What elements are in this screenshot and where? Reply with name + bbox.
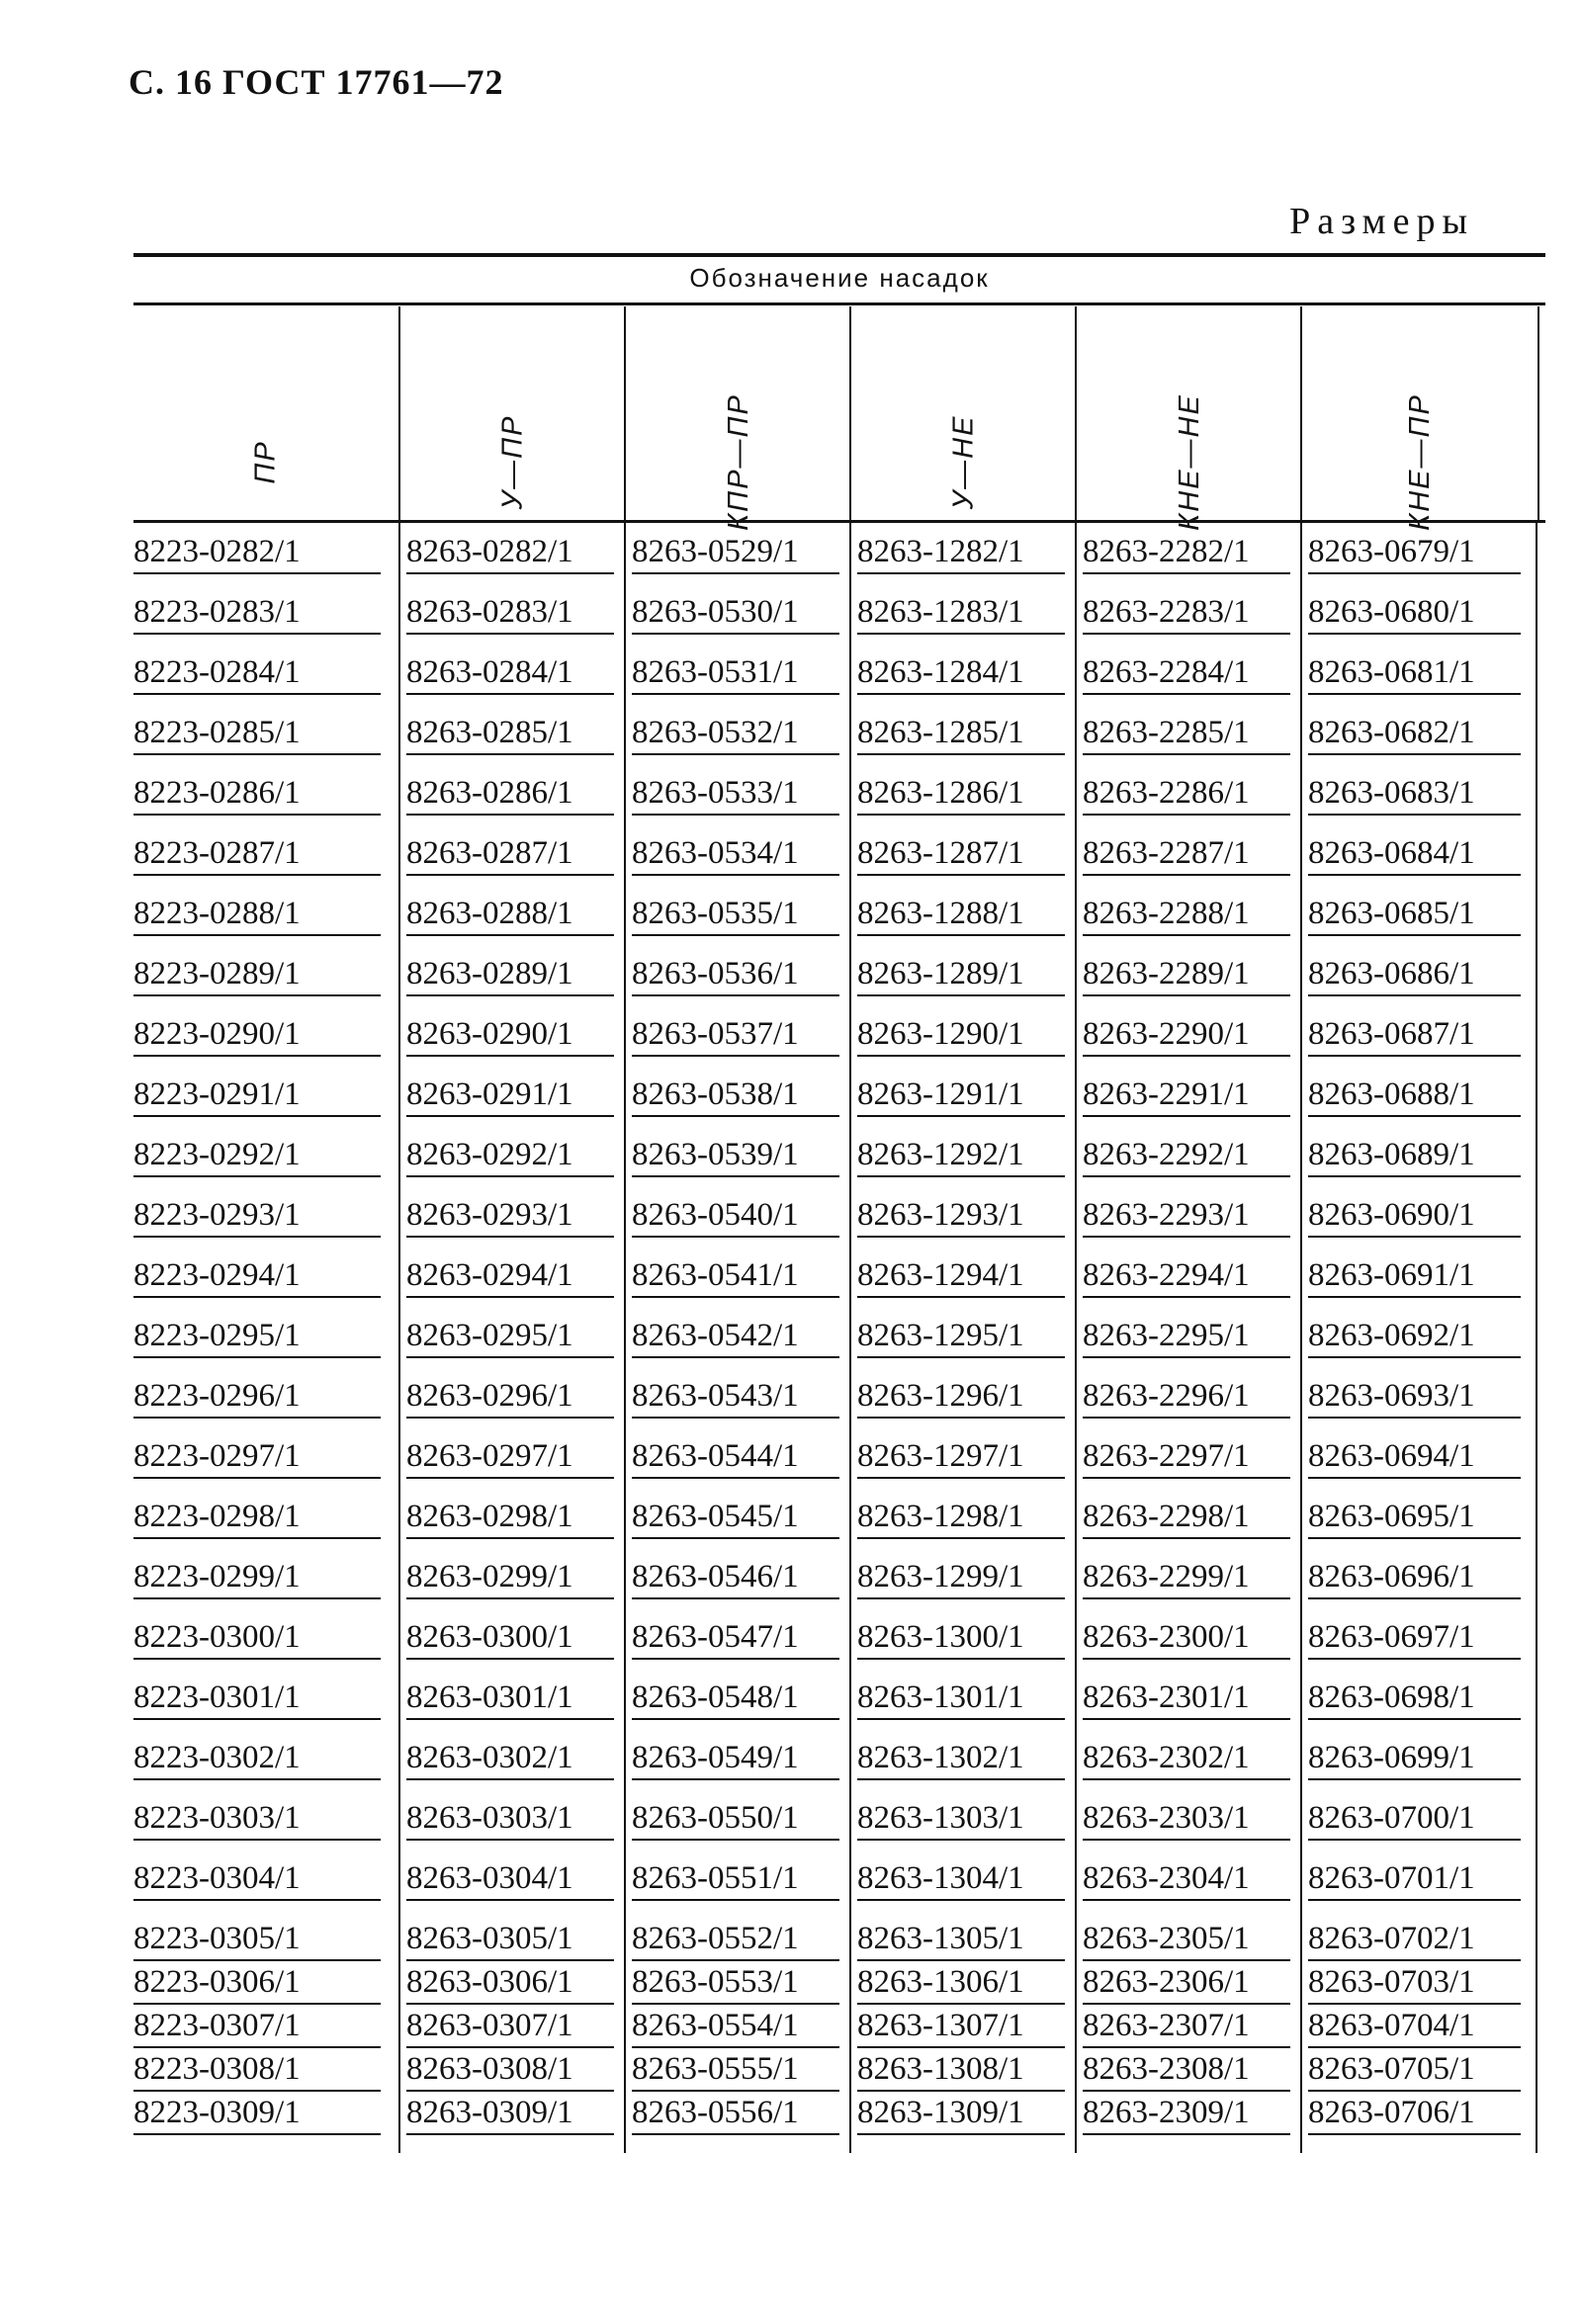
table-cell: 8263-0556/1 [632, 2095, 839, 2135]
table-cell: 8263-0691/1 [1308, 1257, 1521, 1298]
table-row [133, 2051, 1545, 2095]
table-cell: 8263-2286/1 [1083, 775, 1290, 816]
table-row [133, 1921, 1545, 1964]
table-cell: 8263-1308/1 [857, 2051, 1065, 2092]
table-cell: 8263-0686/1 [1308, 956, 1521, 996]
table-cell: 8263-0286/1 [406, 775, 614, 816]
table-cell: 8263-0680/1 [1308, 594, 1521, 635]
table-cell: 8263-2288/1 [1083, 896, 1290, 936]
table-cell: 8263-0539/1 [632, 1137, 839, 1177]
table-row [133, 1318, 1545, 1378]
table-cell: 8263-0544/1 [632, 1438, 839, 1479]
table-cell: 8263-0309/1 [406, 2095, 614, 2135]
table-cell: 8263-0290/1 [406, 1016, 614, 1057]
table-cell: 8263-1291/1 [857, 1076, 1065, 1117]
table-group-rule [133, 302, 1545, 305]
table-cell: 8263-0287/1 [406, 835, 614, 876]
table-cell: 8263-2284/1 [1083, 654, 1290, 695]
table-cell: 8263-0695/1 [1308, 1499, 1521, 1539]
table-cell: 8263-0704/1 [1308, 2008, 1521, 2048]
table-cell: 8263-0690/1 [1308, 1197, 1521, 1238]
table-cell: 8263-0687/1 [1308, 1016, 1521, 1057]
table-cell: 8223-0283/1 [133, 594, 381, 635]
table-cell: 8223-0300/1 [133, 1619, 381, 1660]
table-cell: 8263-1290/1 [857, 1016, 1065, 1057]
table-row [133, 594, 1545, 654]
table-cell: 8263-0542/1 [632, 1318, 839, 1358]
table-cell: 8263-1309/1 [857, 2095, 1065, 2135]
table-cell: 8263-2282/1 [1083, 534, 1290, 574]
table-cell: 8263-1298/1 [857, 1499, 1065, 1539]
table-cell: 8263-1300/1 [857, 1619, 1065, 1660]
table-cell: 8263-0679/1 [1308, 534, 1521, 574]
table-cell: 8263-0284/1 [406, 654, 614, 695]
table-cell: 8263-2297/1 [1083, 1438, 1290, 1479]
table-cell: 8223-0304/1 [133, 1860, 381, 1901]
table-cell: 8263-0543/1 [632, 1378, 839, 1419]
table-cell: 8263-0533/1 [632, 775, 839, 816]
table-header-bottom-rule [133, 520, 1545, 523]
table-cell: 8263-0305/1 [406, 1921, 614, 1961]
table-cell: 8263-1284/1 [857, 654, 1065, 695]
table-cell: 8263-0530/1 [632, 594, 839, 635]
table-cell: 8263-0540/1 [632, 1197, 839, 1238]
table-cell: 8263-2303/1 [1083, 1800, 1290, 1841]
table-row [133, 956, 1545, 1016]
table-row [133, 1499, 1545, 1559]
table-cell: 8263-2301/1 [1083, 1679, 1290, 1720]
table-cell: 8263-0283/1 [406, 594, 614, 635]
table-cell: 8263-2298/1 [1083, 1499, 1290, 1539]
table-cell: 8263-0548/1 [632, 1679, 839, 1720]
table-cell: 8263-0534/1 [632, 835, 839, 876]
table-cell: 8223-0305/1 [133, 1921, 381, 1961]
table-cell: 8223-0298/1 [133, 1499, 381, 1539]
table-cell: 8263-2289/1 [1083, 956, 1290, 996]
table-row [133, 1016, 1545, 1076]
table-header-row [133, 306, 1545, 531]
table-row [133, 2008, 1545, 2051]
table-row [133, 1740, 1545, 1800]
table-cell: 8223-0303/1 [133, 1800, 381, 1841]
table-cell: 8263-0682/1 [1308, 715, 1521, 755]
table-cell: 8263-0688/1 [1308, 1076, 1521, 1117]
column-header-u-ne: У—НЕ [849, 306, 1077, 520]
table-cell: 8263-0296/1 [406, 1378, 614, 1419]
table-row [133, 534, 1545, 594]
table-cell: 8263-1293/1 [857, 1197, 1065, 1238]
table-cell: 8263-0547/1 [632, 1619, 839, 1660]
table-cell: 8263-1294/1 [857, 1257, 1065, 1298]
table-group-header: Обозначение насадок [689, 263, 990, 293]
table-cell: 8263-2283/1 [1083, 594, 1290, 635]
table-cell: 8263-0297/1 [406, 1438, 614, 1479]
table-cell: 8223-0282/1 [133, 534, 381, 574]
table-cell: 8223-0291/1 [133, 1076, 381, 1117]
table-cell: 8263-2287/1 [1083, 835, 1290, 876]
table-cell: 8263-2295/1 [1083, 1318, 1290, 1358]
column-header-kne-pr: КНЕ—ПР [1300, 306, 1539, 520]
table-cell: 8263-0702/1 [1308, 1921, 1521, 1961]
table-cell: 8263-0703/1 [1308, 1964, 1521, 2005]
table-cell: 8263-0538/1 [632, 1076, 839, 1117]
table-cell: 8263-0537/1 [632, 1016, 839, 1057]
table-cell: 8263-2292/1 [1083, 1137, 1290, 1177]
table-cell: 8263-0300/1 [406, 1619, 614, 1660]
table-row [133, 1197, 1545, 1257]
table-cell: 8263-1304/1 [857, 1860, 1065, 1901]
table-row [133, 1076, 1545, 1137]
table-cell: 8263-0291/1 [406, 1076, 614, 1117]
table-cell: 8263-1299/1 [857, 1559, 1065, 1599]
table-cell: 8263-2300/1 [1083, 1619, 1290, 1660]
table-cell: 8263-0295/1 [406, 1318, 614, 1358]
table-cell: 8263-2302/1 [1083, 1740, 1290, 1780]
table-cell: 8263-0282/1 [406, 534, 614, 574]
table-cell: 8263-0698/1 [1308, 1679, 1521, 1720]
table-cell: 8263-0696/1 [1308, 1559, 1521, 1599]
table-cell: 8263-0685/1 [1308, 896, 1521, 936]
table-row [133, 1438, 1545, 1499]
table-cell: 8263-0289/1 [406, 956, 614, 996]
table-cell: 8263-1302/1 [857, 1740, 1065, 1780]
table-body [133, 534, 1545, 2138]
table-cell: 8263-2309/1 [1083, 2095, 1290, 2135]
table-cell: 8223-0308/1 [133, 2051, 381, 2092]
table-row [133, 1619, 1545, 1679]
table-cell: 8263-1295/1 [857, 1318, 1065, 1358]
table-cell: 8263-2306/1 [1083, 1964, 1290, 2005]
table-cell: 8263-2294/1 [1083, 1257, 1290, 1298]
table-cell: 8263-0294/1 [406, 1257, 614, 1298]
table-cell: 8263-0553/1 [632, 1964, 839, 2005]
table-top-rule [133, 253, 1545, 257]
table-cell: 8263-0301/1 [406, 1679, 614, 1720]
table-row [133, 1860, 1545, 1921]
table-row [133, 775, 1545, 835]
column-header-kpr-pr: КПР—ПР [624, 306, 851, 520]
table-cell: 8263-0693/1 [1308, 1378, 1521, 1419]
table-cell: 8263-0529/1 [632, 534, 839, 574]
table-cell: 8263-1286/1 [857, 775, 1065, 816]
table-cell: 8263-0293/1 [406, 1197, 614, 1238]
table-cell: 8263-2293/1 [1083, 1197, 1290, 1238]
table-cell: 8263-0541/1 [632, 1257, 839, 1298]
table-cell: 8223-0286/1 [133, 775, 381, 816]
table-cell: 8263-1301/1 [857, 1679, 1065, 1720]
table-cell: 8223-0297/1 [133, 1438, 381, 1479]
table-cell: 8263-0684/1 [1308, 835, 1521, 876]
table-cell: 8263-2308/1 [1083, 2051, 1290, 2092]
table-row [133, 1679, 1545, 1740]
table-cell: 8263-2296/1 [1083, 1378, 1290, 1419]
table-cell: 8223-0284/1 [133, 654, 381, 695]
table-cell: 8263-0692/1 [1308, 1318, 1521, 1358]
table-cell: 8263-1287/1 [857, 835, 1065, 876]
table-cell: 8223-0293/1 [133, 1197, 381, 1238]
column-header-kne-ne: КНЕ—НЕ [1075, 306, 1302, 520]
table-row [133, 1964, 1545, 2008]
table-cell: 8263-2291/1 [1083, 1076, 1290, 1117]
table-cell: 8263-0697/1 [1308, 1619, 1521, 1660]
table-cell: 8223-0302/1 [133, 1740, 381, 1780]
table-cell: 8223-0295/1 [133, 1318, 381, 1358]
table-cell: 8223-0299/1 [133, 1559, 381, 1599]
column-header-u-pr: У—ПР [398, 306, 626, 520]
table-cell: 8263-0299/1 [406, 1559, 614, 1599]
page-title: С. 16 ГОСТ 17761—72 [129, 62, 504, 102]
table-cell: 8223-0289/1 [133, 956, 381, 996]
table-cell: 8263-0555/1 [632, 2051, 839, 2092]
table-cell: 8263-0552/1 [632, 1921, 839, 1961]
table-row [133, 896, 1545, 956]
table-cell: 8263-0531/1 [632, 654, 839, 695]
table-cell: 8223-0290/1 [133, 1016, 381, 1057]
table-cell: 8263-1303/1 [857, 1800, 1065, 1841]
table-cell: 8263-0699/1 [1308, 1740, 1521, 1780]
table-cell: 8263-1306/1 [857, 1964, 1065, 2005]
table-cell: 8263-1305/1 [857, 1921, 1065, 1961]
table-cell: 8263-2304/1 [1083, 1860, 1290, 1901]
table-cell: 8223-0285/1 [133, 715, 381, 755]
table-cell: 8263-0551/1 [632, 1860, 839, 1901]
table-cell: 8263-0694/1 [1308, 1438, 1521, 1479]
table-cell: 8263-0705/1 [1308, 2051, 1521, 2092]
table-row [133, 1800, 1545, 1860]
table-cell: 8263-1283/1 [857, 594, 1065, 635]
table-cell: 8223-0307/1 [133, 2008, 381, 2048]
table-cell: 8263-1288/1 [857, 896, 1065, 936]
table-cell: 8263-0308/1 [406, 2051, 614, 2092]
table-cell: 8263-0532/1 [632, 715, 839, 755]
table-cell: 8263-2305/1 [1083, 1921, 1290, 1961]
table-cell: 8263-1297/1 [857, 1438, 1065, 1479]
table-cell: 8263-1289/1 [857, 956, 1065, 996]
table-cell: 8263-0554/1 [632, 2008, 839, 2048]
table-cell: 8263-0683/1 [1308, 775, 1521, 816]
table-cell: 8223-0288/1 [133, 896, 381, 936]
sizes-label: Размеры [1289, 201, 1474, 242]
table-cell: 8223-0294/1 [133, 1257, 381, 1298]
table-cell: 8263-0689/1 [1308, 1137, 1521, 1177]
table-cell: 8263-0298/1 [406, 1499, 614, 1539]
table-cell: 8263-0288/1 [406, 896, 614, 936]
table-cell: 8263-0536/1 [632, 956, 839, 996]
table-cell: 8263-0549/1 [632, 1740, 839, 1780]
table-row [133, 1257, 1545, 1318]
table-cell: 8263-0701/1 [1308, 1860, 1521, 1901]
table-cell: 8263-2285/1 [1083, 715, 1290, 755]
table-row [133, 2095, 1545, 2138]
table-cell: 8263-0292/1 [406, 1137, 614, 1177]
table-row [133, 1559, 1545, 1619]
table-cell: 8263-0306/1 [406, 1964, 614, 2005]
table-cell: 8263-0706/1 [1308, 2095, 1521, 2135]
table-cell: 8263-0535/1 [632, 896, 839, 936]
table-row [133, 715, 1545, 775]
table-cell: 8223-0287/1 [133, 835, 381, 876]
table-cell: 8223-0306/1 [133, 1964, 381, 2005]
column-header-pr: ПР [249, 440, 282, 484]
table-cell: 8223-0296/1 [133, 1378, 381, 1419]
table-cell: 8263-0545/1 [632, 1499, 839, 1539]
table-cell: 8263-0550/1 [632, 1800, 839, 1841]
table-cell: 8263-1282/1 [857, 534, 1065, 574]
table-cell: 8263-1292/1 [857, 1137, 1065, 1177]
table-cell: 8263-2290/1 [1083, 1016, 1290, 1057]
table-cell: 8263-0304/1 [406, 1860, 614, 1901]
table-cell: 8263-0307/1 [406, 2008, 614, 2048]
table-cell: 8263-0546/1 [632, 1559, 839, 1599]
table-cell: 8263-1296/1 [857, 1378, 1065, 1419]
table-row [133, 1137, 1545, 1197]
table-cell: 8223-0309/1 [133, 2095, 381, 2135]
table-cell: 8263-0302/1 [406, 1740, 614, 1780]
table-row [133, 654, 1545, 715]
table-row [133, 835, 1545, 896]
table-cell: 8263-2307/1 [1083, 2008, 1290, 2048]
table-cell: 8223-0301/1 [133, 1679, 381, 1720]
table-cell: 8263-1285/1 [857, 715, 1065, 755]
table-cell: 8263-2299/1 [1083, 1559, 1290, 1599]
table-cell: 8263-0303/1 [406, 1800, 614, 1841]
table-cell: 8263-0700/1 [1308, 1800, 1521, 1841]
table-cell: 8263-0681/1 [1308, 654, 1521, 695]
table-cell: 8263-0285/1 [406, 715, 614, 755]
table-cell: 8263-1307/1 [857, 2008, 1065, 2048]
table-row [133, 1378, 1545, 1438]
table-cell: 8223-0292/1 [133, 1137, 381, 1177]
